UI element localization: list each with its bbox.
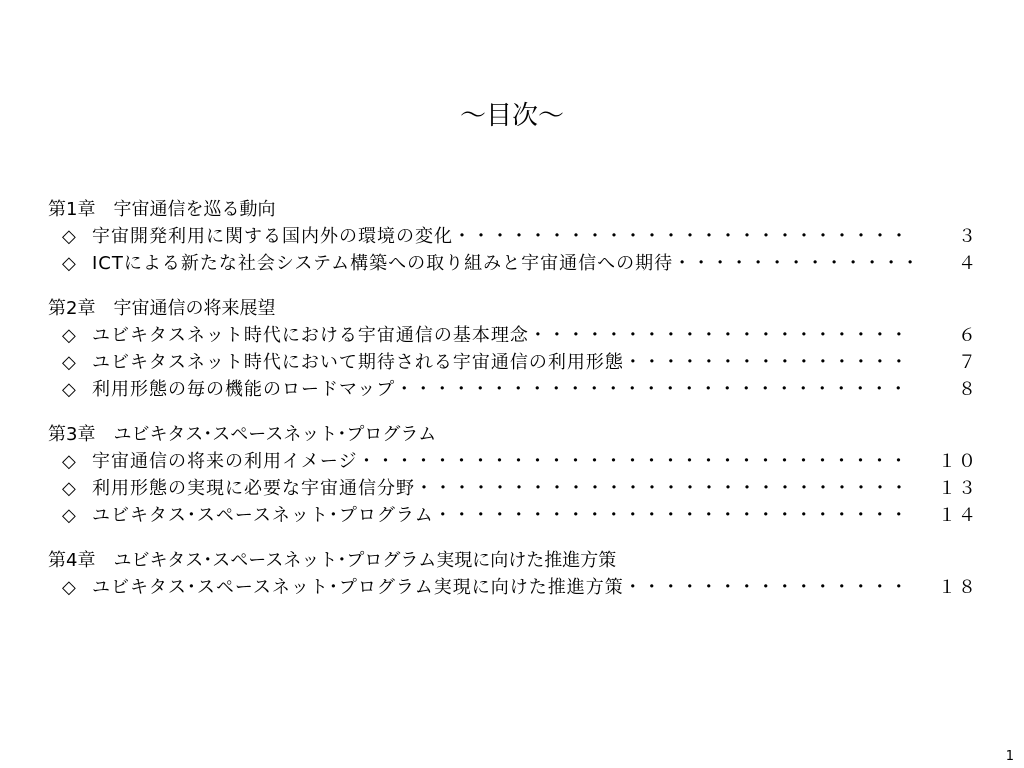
toc-page-number: １３ [938,478,978,499]
dot-leader [673,250,914,277]
diamond-bullet-icon: ◇ [62,505,76,526]
toc-entry-text: 宇宙開発利用に関する国内外の環境の変化 [92,226,453,247]
toc-entry [48,502,978,529]
toc-entry-text: 利用形態の毎の機能のロードマップ [92,379,396,400]
diamond-bullet-icon: ◇ [62,352,76,373]
chapter-heading: 第3章 ユビキタス･スペースネット･プログラム [48,424,437,445]
slide-number: 1 [1005,749,1014,764]
diamond-bullet-icon: ◇ [62,577,76,598]
toc-entry-text: ICTによる新たな社会システム構築への取り組みと宇宙通信への期待 [92,253,674,274]
dot-leader [357,448,914,475]
toc-page-number: １８ [938,577,978,598]
diamond-bullet-icon: ◇ [62,451,76,472]
toc-page-number: ７ [958,352,978,373]
toc-page-number: ４ [958,253,978,274]
toc-entry-text: 宇宙通信の将来の利用イメージ [92,451,358,472]
toc-page-number: １０ [938,451,978,472]
toc-entry-text: ユビキタスネット時代において期待される宇宙通信の利用形態 [92,352,624,373]
toc-entry [48,376,978,403]
dot-leader [624,349,914,376]
dot-leader [529,322,914,349]
toc-entry-text: 利用形態の実現に必要な宇宙通信分野 [92,478,415,499]
table-of-contents [48,196,978,619]
chapter-1 [48,196,978,277]
dot-leader [415,475,914,502]
dot-leader [434,502,914,529]
chapter-heading: 第1章 宇宙通信を巡る動向 [48,199,276,220]
toc-entry [48,448,978,475]
chapter-4 [48,547,978,601]
diamond-bullet-icon: ◇ [62,226,76,247]
toc-page-number: １４ [938,505,978,526]
toc-entry [48,349,978,376]
diamond-bullet-icon: ◇ [62,379,76,400]
chapter-heading: 第4章 ユビキタス･スペースネット･プログラム実現に向けた推進方策 [48,550,617,571]
diamond-bullet-icon: ◇ [62,253,76,274]
dot-leader [624,574,914,601]
toc-entry-text: ユビキタス･スペースネット･プログラム実現に向けた推進方策 [92,577,624,598]
toc-entry [48,250,978,277]
toc-page-number: ８ [958,379,978,400]
toc-page-number: ３ [958,226,978,247]
toc-page-number: ６ [958,325,978,346]
page-title: ～目次～ [459,101,564,131]
toc-entry [48,475,978,502]
toc-entry [48,574,978,601]
chapter-2 [48,295,978,403]
toc-entry [48,322,978,349]
toc-entry [48,223,978,250]
diamond-bullet-icon: ◇ [62,478,76,499]
diamond-bullet-icon: ◇ [62,325,76,346]
chapter-heading: 第2章 宇宙通信の将来展望 [48,298,276,319]
toc-entry-text: ユビキタスネット時代における宇宙通信の基本理念 [92,325,529,346]
dot-leader [453,223,914,250]
dot-leader [395,376,914,403]
chapter-3 [48,421,978,529]
toc-entry-text: ユビキタス･スペースネット･プログラム [92,505,434,526]
